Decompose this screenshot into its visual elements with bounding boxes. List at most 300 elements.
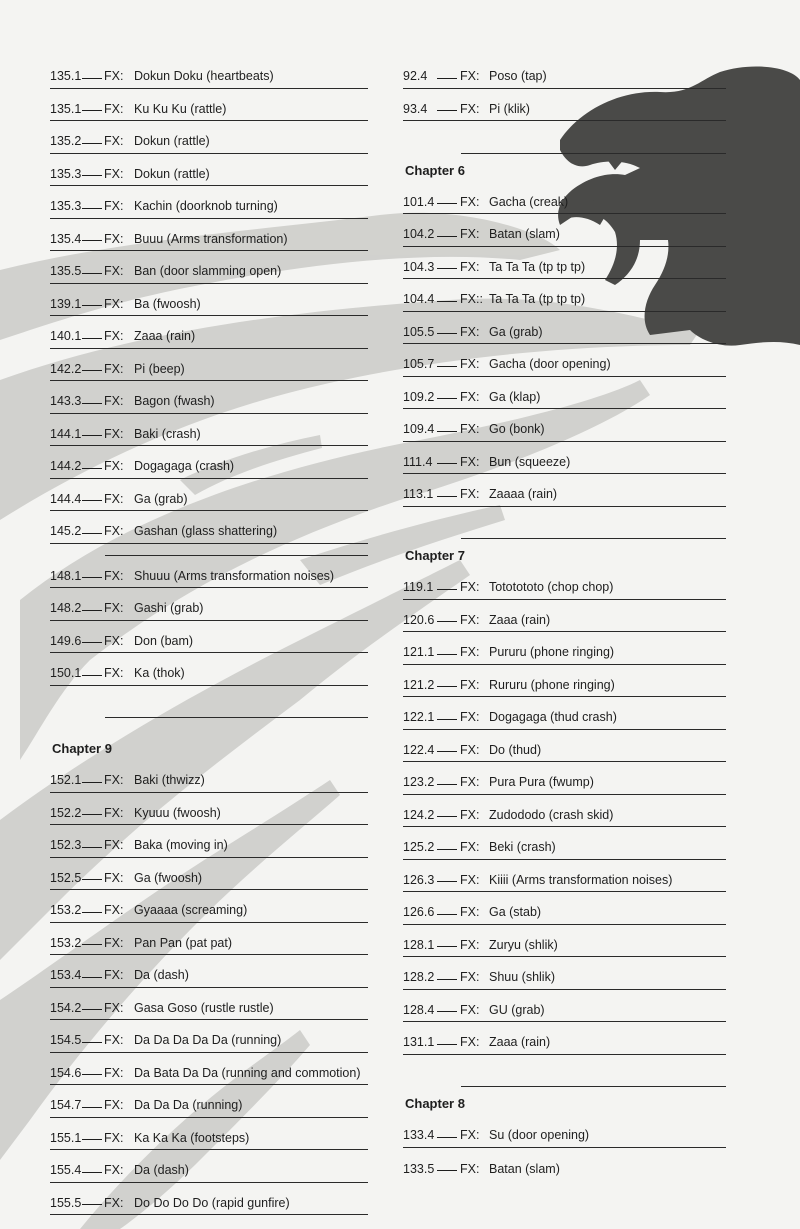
chapter-8-heading: [403, 1087, 726, 1115]
fx-label: FX:: [460, 1035, 480, 1049]
fx-label: FX:: [104, 666, 124, 680]
fx-entry: [403, 697, 726, 730]
dash-line: [437, 979, 457, 980]
fx-entry: [50, 316, 368, 349]
dash-line: [437, 946, 457, 947]
fx-label: FX:: [104, 296, 124, 311]
fx-description: Pi (klik): [489, 101, 530, 116]
fx-entry: [403, 730, 726, 763]
dash-line: [82, 208, 102, 209]
fx-label: FX:: [104, 166, 124, 181]
page-ref: 144.1: [50, 426, 82, 441]
chapter-title: Chapter 7: [405, 548, 465, 563]
dash-line: [437, 849, 457, 850]
fx-label: FX:: [460, 905, 480, 919]
fx-entry: [50, 793, 368, 826]
page-ref: 131.1: [403, 1035, 435, 1049]
fx-description: Go (bonk): [489, 422, 545, 436]
fx-entry: [50, 890, 368, 923]
dash-line: [82, 1009, 102, 1010]
fx-entry: [403, 1022, 726, 1055]
dash-line: [437, 110, 457, 111]
fx-label: FX:: [460, 775, 480, 789]
fx-label: FX:: [104, 1000, 124, 1015]
fx-label: FX:: [460, 645, 480, 659]
page-ref: 93.4: [403, 101, 428, 116]
page-ref: 154.6: [50, 1065, 82, 1080]
fx-label: FX:: [460, 872, 480, 887]
page-ref: 105.5: [403, 324, 435, 339]
fx-entry: [403, 56, 726, 89]
page-ref: 133.5: [403, 1161, 435, 1176]
fx-description: Ka Ka Ka (footsteps): [134, 1130, 250, 1145]
fx-label: FX:: [104, 69, 124, 83]
dash-line: [82, 1074, 102, 1075]
chapter-title: Chapter 6: [405, 162, 465, 178]
fx-description: Don (bam): [134, 633, 194, 648]
page-ref: 152.5: [50, 870, 82, 885]
fx-label: FX:: [460, 487, 480, 501]
dash-line: [437, 268, 457, 269]
page-ref: 124.2: [403, 807, 435, 822]
fx-description: Shuuu (Arms transformation noises): [134, 568, 335, 583]
fx-label: FX:: [104, 773, 124, 787]
fx-label: FX::: [460, 292, 483, 306]
chapter-7-heading: [403, 539, 726, 567]
fx-entry: [50, 284, 368, 317]
page-ref: 133.4: [403, 1128, 435, 1142]
fx-label: FX:: [460, 69, 480, 83]
page-ref: 104.4: [403, 292, 435, 306]
page-ref: 148.1: [50, 568, 82, 583]
dash-line: [82, 143, 102, 144]
fx-entry: [50, 825, 368, 858]
fx-label: FX:: [104, 1130, 124, 1145]
fx-entry: [403, 892, 726, 925]
dash-line: [437, 589, 457, 590]
dash-line: [437, 751, 457, 752]
fx-description: Ga (grab): [489, 324, 543, 339]
blank-line: [105, 686, 368, 719]
fx-description: Kyuuu (fwoosh): [134, 805, 221, 820]
fx-label: FX:: [460, 710, 480, 724]
fx-label: FX:: [104, 870, 124, 885]
page-ref: 135.3: [50, 199, 82, 213]
fx-description: Pururu (phone ringing): [489, 645, 615, 659]
page-ref: 128.2: [403, 970, 435, 984]
page-ref: 139.1: [50, 296, 82, 311]
fx-label: FX:: [460, 1161, 480, 1176]
fx-description: Batan (slam): [489, 1161, 560, 1176]
fx-entry: [403, 279, 726, 312]
page-ref: 104.2: [403, 227, 435, 241]
fx-description: Ta Ta Ta (tp tp tp): [489, 292, 586, 306]
chapter-9-entries: [50, 760, 368, 1215]
fx-label: FX:: [460, 422, 480, 436]
page-ref: 123.2: [403, 775, 435, 789]
fx-entry: [403, 925, 726, 958]
dash-line: [82, 403, 102, 404]
fx-description: Dokun (rattle): [134, 134, 210, 148]
fx-entry: [403, 827, 726, 860]
fx-label: FX:: [104, 1033, 124, 1047]
page-ref: 104.3: [403, 259, 435, 274]
fx-description: Tototototo (chop chop): [489, 580, 614, 594]
page-ref: 121.1: [403, 645, 435, 659]
dash-line: [437, 784, 457, 785]
fx-entry: [403, 957, 726, 990]
fx-entry: [403, 567, 726, 600]
dash-line: [437, 654, 457, 655]
right-column: [403, 56, 726, 1180]
page-ref: 119.1: [403, 580, 434, 594]
fx-description: Ga (grab): [134, 491, 188, 506]
fx-description: Da Bata Da Da (running and commotion): [134, 1065, 361, 1080]
fx-label: FX:: [104, 568, 124, 583]
fx-description: Buuu (Arms transformation): [134, 231, 288, 246]
fx-description: Da Da Da Da Da (running): [134, 1033, 282, 1047]
page-ref: 128.1: [403, 937, 435, 952]
fx-description: Beki (crash): [489, 840, 556, 854]
fx-entry: [50, 1085, 368, 1118]
fx-label: FX:: [104, 805, 124, 820]
fx-description: Da Da Da (running): [134, 1098, 243, 1112]
page-ref: 135.1: [50, 69, 82, 83]
page-ref: 122.4: [403, 742, 435, 757]
dash-line: [437, 1011, 457, 1012]
fx-entry: [50, 588, 368, 621]
dash-line: [82, 1107, 102, 1108]
dash-line: [82, 1139, 102, 1140]
page-ref: 155.4: [50, 1163, 82, 1177]
page-ref: 135.4: [50, 231, 82, 246]
fx-description: Da (dash): [134, 968, 189, 982]
fx-entry: [50, 923, 368, 956]
page-ref: 145.2: [50, 524, 82, 538]
fx-entry: [50, 1053, 368, 1086]
dash-line: [82, 533, 102, 534]
dash-line: [82, 273, 102, 274]
fx-description: Do Do Do Do (rapid gunfire): [134, 1195, 290, 1210]
fx-entry: [403, 214, 726, 247]
dash-line: [82, 782, 102, 783]
blank-line: [461, 507, 726, 540]
fx-description: Gacha (creak): [489, 194, 569, 209]
fx-description: Dokun (rattle): [134, 166, 210, 181]
fx-description: Ba (fwoosh): [134, 296, 201, 311]
fx-entry: [403, 442, 726, 475]
fx-entry: [403, 600, 726, 633]
fx-entry: [50, 1118, 368, 1151]
dash-line: [437, 719, 457, 720]
dash-line: [82, 240, 102, 241]
fx-label: FX:: [460, 1002, 480, 1017]
fx-label: FX:: [104, 134, 124, 148]
fx-label: FX:: [104, 264, 124, 278]
spacer: [50, 718, 368, 732]
page-ref: 92.4: [403, 69, 428, 83]
fx-description: Pura Pura (fwump): [489, 775, 594, 789]
fx-label: FX:: [104, 1065, 124, 1080]
dash-line: [437, 816, 457, 817]
fx-description: Ga (klap): [489, 389, 541, 404]
fx-description: Ta Ta Ta (tp tp tp): [489, 259, 586, 274]
blank-line: [461, 1055, 726, 1088]
dash-line: [82, 175, 102, 176]
fx-label: FX:: [460, 454, 480, 469]
dash-line: [82, 468, 102, 469]
fx-description: Gashi (grab): [134, 601, 204, 615]
fx-entry: [50, 1183, 368, 1216]
fx-description: Baka (moving in): [134, 838, 228, 852]
fx-entry: [50, 1020, 368, 1053]
page-ref: 155.5: [50, 1195, 82, 1210]
page-ref: 150.1: [50, 666, 82, 680]
page-ref: 113.1: [403, 487, 434, 501]
fx-entry: [50, 56, 368, 89]
fx-label: FX:: [104, 231, 124, 246]
page-ref: 152.3: [50, 838, 82, 852]
dash-line: [437, 236, 457, 237]
fx-entry: [50, 653, 368, 686]
fx-description: Baki (thwizz): [134, 773, 205, 787]
fx-description: Pi (beep): [134, 361, 185, 376]
fx-entry: [50, 955, 368, 988]
page-ref: 140.1: [50, 329, 82, 343]
dash-line: [437, 431, 457, 432]
dash-line: [437, 914, 457, 915]
dash-line: [82, 977, 102, 978]
fx-label: FX:: [460, 612, 480, 627]
fx-entry: [50, 349, 368, 382]
dash-line: [82, 500, 102, 501]
fx-label: FX:: [104, 101, 124, 116]
fx-description: Da (dash): [134, 1163, 189, 1177]
page-ref: 153.4: [50, 968, 82, 982]
dash-line: [82, 912, 102, 913]
fx-label: FX:: [104, 199, 124, 213]
fx-description: Bagon (fwash): [134, 394, 215, 408]
fx-description: Kachin (doorknob turning): [134, 199, 278, 213]
dash-line: [82, 675, 102, 676]
page-ref: 155.1: [50, 1130, 82, 1145]
fx-label: FX:: [104, 1098, 124, 1112]
dash-line: [82, 610, 102, 611]
dash-line: [82, 944, 102, 945]
dash-line: [82, 1172, 102, 1173]
fx-label: FX:: [460, 259, 480, 274]
page-ref: 109.4: [403, 422, 435, 436]
fx-entry: [50, 479, 368, 512]
fx-description: Shuu (shlik): [489, 970, 555, 984]
fx-entry: [50, 121, 368, 154]
page-ref: 122.1: [403, 710, 435, 724]
fx-label: FX:: [104, 1195, 124, 1210]
fx-entry: [403, 762, 726, 795]
dash-line: [437, 496, 457, 497]
fx-entry: [403, 312, 726, 345]
page-ref: 121.2: [403, 677, 435, 692]
fx-label: FX:: [460, 389, 480, 404]
left-column: [50, 56, 368, 1215]
fx-entry: [50, 186, 368, 219]
fx-label: FX:: [104, 968, 124, 982]
fx-description: Gyaaaa (screaming): [134, 903, 248, 917]
fx-label: FX:: [460, 807, 480, 822]
fx-label: FX:: [460, 324, 480, 339]
page-ref: 142.2: [50, 361, 82, 376]
fx-entry: [50, 621, 368, 654]
fx-entry: [403, 990, 726, 1023]
page-ref: 128.4: [403, 1002, 435, 1017]
dash-line: [437, 463, 457, 464]
fx-entry: [50, 251, 368, 284]
fx-description: Zaaa (rain): [489, 612, 551, 627]
page-ref: 152.2: [50, 805, 82, 820]
fx-description: Zuryu (shlik): [489, 937, 558, 952]
fx-label: FX:: [104, 838, 124, 852]
fx-entry: [403, 182, 726, 215]
fx-entry: [403, 247, 726, 280]
fx-description: Su (door opening): [489, 1128, 590, 1142]
page-ref: 135.5: [50, 264, 82, 278]
dash-line: [82, 435, 102, 436]
dash-line: [82, 78, 102, 79]
fx-description: Gacha (door opening): [489, 357, 611, 371]
page-ref: 154.7: [50, 1098, 82, 1112]
dash-line: [437, 621, 457, 622]
page-ref: 101.4: [403, 194, 435, 209]
fx-entry: [50, 511, 368, 544]
page-ref: 153.2: [50, 935, 82, 950]
page-ref: 144.2: [50, 459, 82, 473]
dash-line: [82, 879, 102, 880]
fx-entry: [403, 1148, 726, 1181]
fx-description: Ga (stab): [489, 905, 542, 919]
fx-label: FX:: [104, 524, 124, 538]
page-ref: 105.7: [403, 357, 435, 371]
fx-entry: [403, 377, 726, 410]
dash-line: [437, 333, 457, 334]
fx-description: Poso (tap): [489, 69, 547, 83]
fx-description: Gasa Goso (rustle rustle): [134, 1000, 274, 1015]
fx-label: FX:: [460, 937, 480, 952]
page-ref: 154.2: [50, 1000, 82, 1015]
fx-label: FX:: [460, 580, 480, 594]
fx-description: Baki (crash): [134, 426, 201, 441]
fx-entry: [50, 556, 368, 589]
page-ref: 153.2: [50, 903, 82, 917]
fx-entry: [50, 1150, 368, 1183]
fx-entry: [50, 858, 368, 891]
fx-label: FX:: [104, 426, 124, 441]
fx-entry: [403, 795, 726, 828]
fx-label: FX:: [104, 903, 124, 917]
fx-label: FX:: [460, 840, 480, 854]
fx-description: Kiiii (Arms transformation noises): [489, 872, 673, 887]
fx-description: Zaaa (rain): [134, 329, 196, 343]
blank-line: [105, 544, 368, 556]
page-ref: 111.4: [403, 454, 433, 469]
fx-label: FX:: [104, 935, 124, 950]
fx-label: FX:: [460, 970, 480, 984]
fx-description: Zaaaa (rain): [489, 487, 558, 501]
dash-line: [437, 881, 457, 882]
fx-description: Bun (squeeze): [489, 454, 571, 469]
fx-description: Pan Pan (pat pat): [134, 935, 232, 950]
fx-description: Zaaa (rain): [489, 1035, 551, 1049]
fx-description: GU (grab): [489, 1002, 545, 1017]
page-ref: 152.1: [50, 773, 82, 787]
page-ref: 149.6: [50, 633, 82, 648]
page-ref: 154.5: [50, 1033, 82, 1047]
fx-label: FX:: [460, 357, 480, 371]
fx-entry: [50, 414, 368, 447]
dash-line: [82, 847, 102, 848]
page-ref: 143.3: [50, 394, 82, 408]
page-ref: 148.2: [50, 601, 82, 615]
fx-description: Dogagaga (thud crash): [489, 710, 617, 724]
fx-description: Ku Ku Ku (rattle): [134, 101, 227, 116]
fx-description: Dogagaga (crash): [134, 459, 235, 473]
dash-line: [437, 1137, 457, 1138]
dash-line: [82, 1204, 102, 1205]
fx-label: FX:: [104, 601, 124, 615]
fx-label: FX:: [460, 227, 480, 241]
dash-line: [82, 1042, 102, 1043]
page-ref: 135.1: [50, 101, 82, 116]
fx-entry: [403, 409, 726, 442]
chapter-6-heading: [403, 154, 726, 182]
dash-line: [437, 78, 457, 79]
page-ref: 109.2: [403, 389, 435, 404]
dash-line: [437, 1170, 457, 1171]
page-ref: 126.3: [403, 872, 435, 887]
dash-line: [82, 814, 102, 815]
fx-entry: [403, 1115, 726, 1148]
dash-line: [437, 398, 457, 399]
dash-line: [437, 203, 457, 204]
fx-label: FX:: [104, 459, 124, 473]
fx-description: Ka (thok): [134, 666, 185, 680]
page-ref: 135.3: [50, 166, 82, 181]
dash-line: [82, 305, 102, 306]
dash-line: [82, 642, 102, 643]
fx-description: Ga (fwoosh): [134, 870, 203, 885]
fx-description: Rururu (phone ringing): [489, 677, 615, 692]
dash-line: [437, 1044, 457, 1045]
fx-entry: [403, 344, 726, 377]
dash-line: [437, 686, 457, 687]
fx-label: FX:: [104, 361, 124, 376]
chapter-9-heading: [50, 732, 368, 760]
fx-label: FX:: [460, 742, 480, 757]
dash-line: [82, 110, 102, 111]
fx-label: FX:: [460, 677, 480, 692]
fx-description: Batan (slam): [489, 227, 560, 241]
fx-label: FX:: [460, 194, 480, 209]
fx-entry: [50, 154, 368, 187]
fx-label: FX:: [460, 101, 480, 116]
dash-line: [437, 366, 457, 367]
fx-label: FX:: [104, 491, 124, 506]
dash-line: [437, 301, 457, 302]
fx-description: Do (thud): [489, 742, 542, 757]
fx-description: Ban (door slamming open): [134, 264, 282, 278]
fx-description: Dokun Doku (heartbeats): [134, 69, 274, 83]
fx-description: Gashan (glass shattering): [134, 524, 278, 538]
page-ref: 125.2: [403, 840, 435, 854]
